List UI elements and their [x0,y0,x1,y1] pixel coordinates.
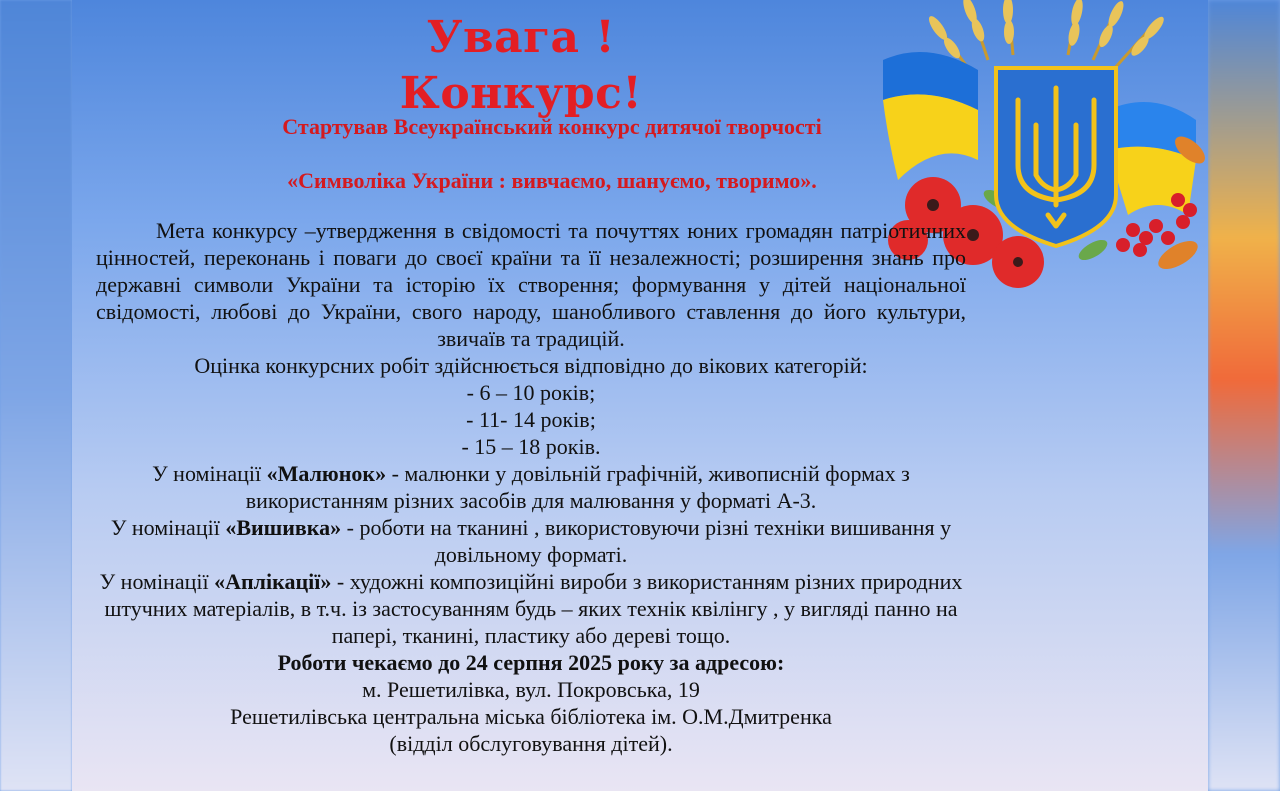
age-group: - 11- 14 років; [466,407,596,432]
department-text: (відділ обслуговування дітей). [389,731,673,756]
address-text: м. Решетилівка, вул. Покровська, 19 [362,677,700,702]
nomination-prefix: У номінації [152,461,267,486]
age-group: - 6 – 10 років; [466,380,596,405]
nomination-prefix: У номінації [110,515,226,540]
page-title: Увага ! Конкурс! [399,12,643,119]
nomination-drawing [96,460,966,514]
contest-description [96,217,966,757]
nomination-name: «Малюнок» [266,461,387,486]
contest-name: «Символіка України : вивчаємо, шануємо, творимо». [287,168,817,193]
nomination-embroidery [96,514,966,568]
subtitle: Стартував Всеукраїнський конкурс дитячої творчості [282,114,822,139]
nomination-name: «Аплікації» [214,569,332,594]
poster [72,0,1208,791]
nomination-text: - роботи на тканині , використовуючи різні техніки вишивання у довільному форматі. [341,515,952,567]
nomination-prefix: У номінації [99,569,215,594]
age-group: - 15 – 18 років. [461,434,601,459]
blurred-right-edge [1208,0,1280,791]
nomination-text: - малюнки у довільній графічній, живописній формах з використанням різних засобів для малювання у форматі А-3. [245,461,910,513]
evaluation-text: Оцінка конкурсних робіт здійснюється відповідно до вікових категорій: [194,353,868,378]
nomination-name: «Вишивка» [225,515,342,540]
library-name: Решетилівська центральна міська бібліотека ім. О.М.Дмитренка [230,704,832,729]
deadline-text: Роботи чекаємо до 24 серпня 2025 року за адресою: [277,650,785,675]
nomination-applique [96,568,966,649]
goal-paragraph: Мета конкурсу –утвердження в свідомості та почуттях юних громадян патріотичних цінностей, переконань і поваги до своєї країни та її незалежності; розширення знань про державні символи України та історію їх створення; формування у дітей національної свідомості, любові до України, свого народу, шанобливого ставлення до його культури, звичаїв та традицій. [96,218,966,351]
nomination-text: - художні композиційні вироби з використанням різних природних штучних матеріалів, в т.ч. із застосуванням будь – яких технік квілінгу , у вигляді панно на папері, тканині, пластику або дереві тощо. [104,569,963,648]
blurred-left-edge [0,0,72,791]
